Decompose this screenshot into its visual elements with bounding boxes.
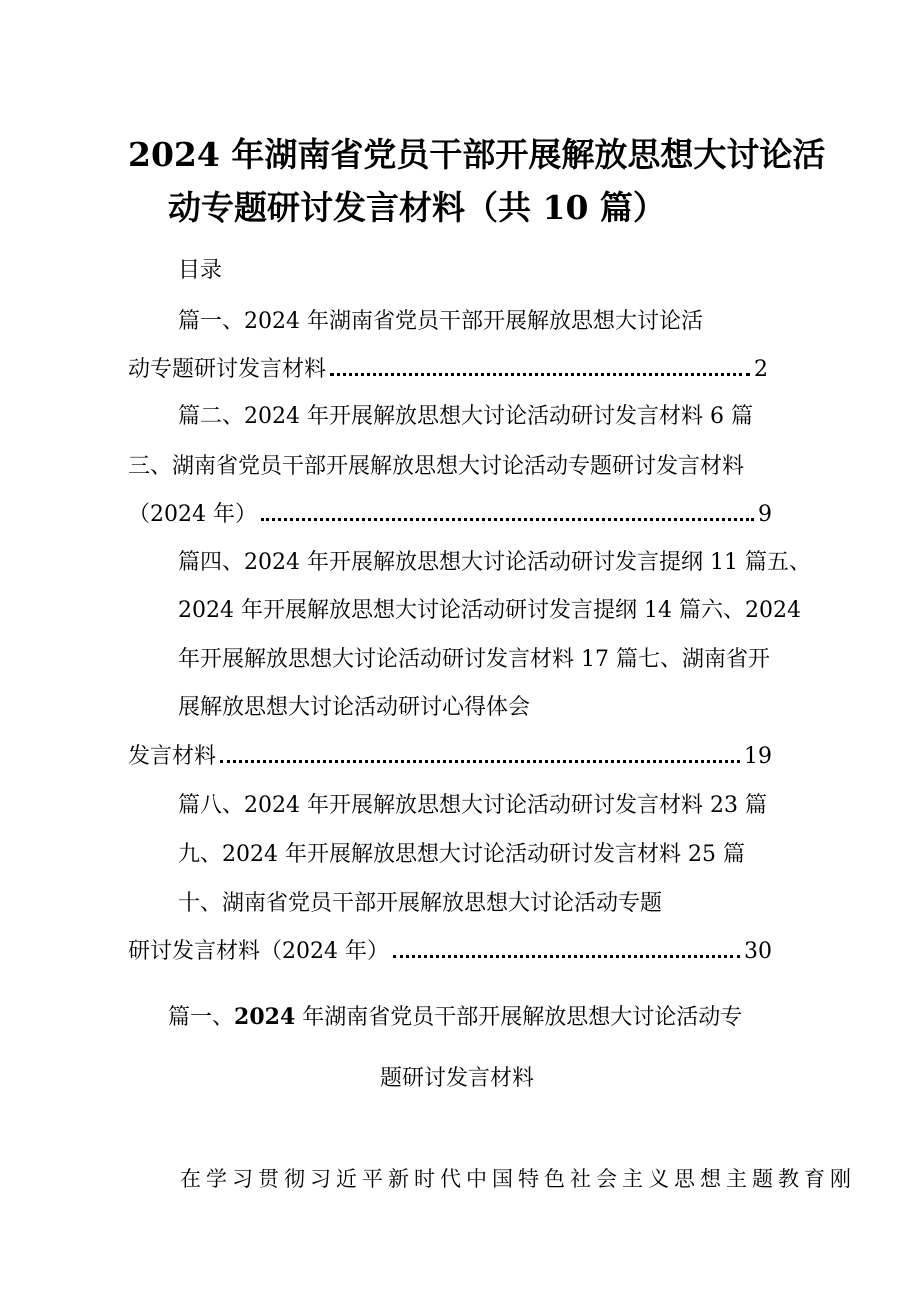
section-heading-rest: 年湖南省党员干部开展解放思想大讨论活动专 [295,1005,743,1030]
toc-entry: 展解放思想大讨论活动研讨心得体会 [178,695,531,720]
toc-entry-label: 研讨发言材料（2024 年） [128,939,389,964]
section-heading-line-1 [168,1002,742,1033]
toc-entry: 年开展解放思想大讨论活动研讨发言材料 17 篇七、湖南省开 [178,647,770,672]
document-title-line-1: 2024 年湖南省党员干部开展解放思想大讨论活 [128,135,826,174]
toc-entry: 2024 年开展解放思想大讨论活动研讨发言提纲 14 篇六、2024 [178,598,801,623]
toc-page-number: 19 [744,744,772,769]
toc-entry: 三、湖南省党员干部开展解放思想大讨论活动专题研讨发言材料 [128,454,745,479]
toc-entry-with-page [128,355,768,385]
toc-entry-label: 发言材料 [128,744,217,769]
toc-dot-leader [220,759,740,763]
toc-heading: 目录 [178,258,223,283]
toc-entry-with-page [128,500,772,530]
toc-entry: 篇一、2024 年湖南省党员干部开展解放思想大讨论活 [178,309,703,334]
document-title-line-2: 动专题研讨发言材料（共 10 篇） [168,188,666,227]
toc-entry: 篇四、2024 年开展解放思想大讨论活动研讨发言提纲 11 篇五、 [178,550,811,575]
section-heading-line-2: 题研讨发言材料 [380,1066,535,1091]
toc-entry-label: （2024 年） [128,502,257,527]
toc-dot-leader [330,372,750,376]
toc-entry-with-page [128,937,772,967]
section-heading-prefix: 篇一、 [168,1005,235,1030]
toc-entry: 九、2024 年开展解放思想大讨论活动研讨发言材料 25 篇 [178,842,745,867]
toc-entry: 篇八、2024 年开展解放思想大讨论活动研讨发言材料 23 篇 [178,793,767,818]
toc-dot-leader [393,954,740,958]
section-heading-year: 2024 [234,1004,296,1030]
toc-entry-with-page [128,742,772,772]
toc-entry-label: 动专题研讨发言材料 [128,357,327,382]
toc-dot-leader [261,517,754,521]
toc-page-number: 9 [758,502,772,527]
body-paragraph-first-line: 在学习贯彻习近平新时代中国特色社会主义思想主题教育刚 [180,1167,856,1191]
toc-entry: 篇二、2024 年开展解放思想大讨论活动研讨发言材料 6 篇 [178,404,753,429]
toc-page-number: 30 [744,939,772,964]
toc-page-number: 2 [754,357,768,382]
toc-entry: 十、湖南省党员干部开展解放思想大讨论活动专题 [178,891,663,916]
